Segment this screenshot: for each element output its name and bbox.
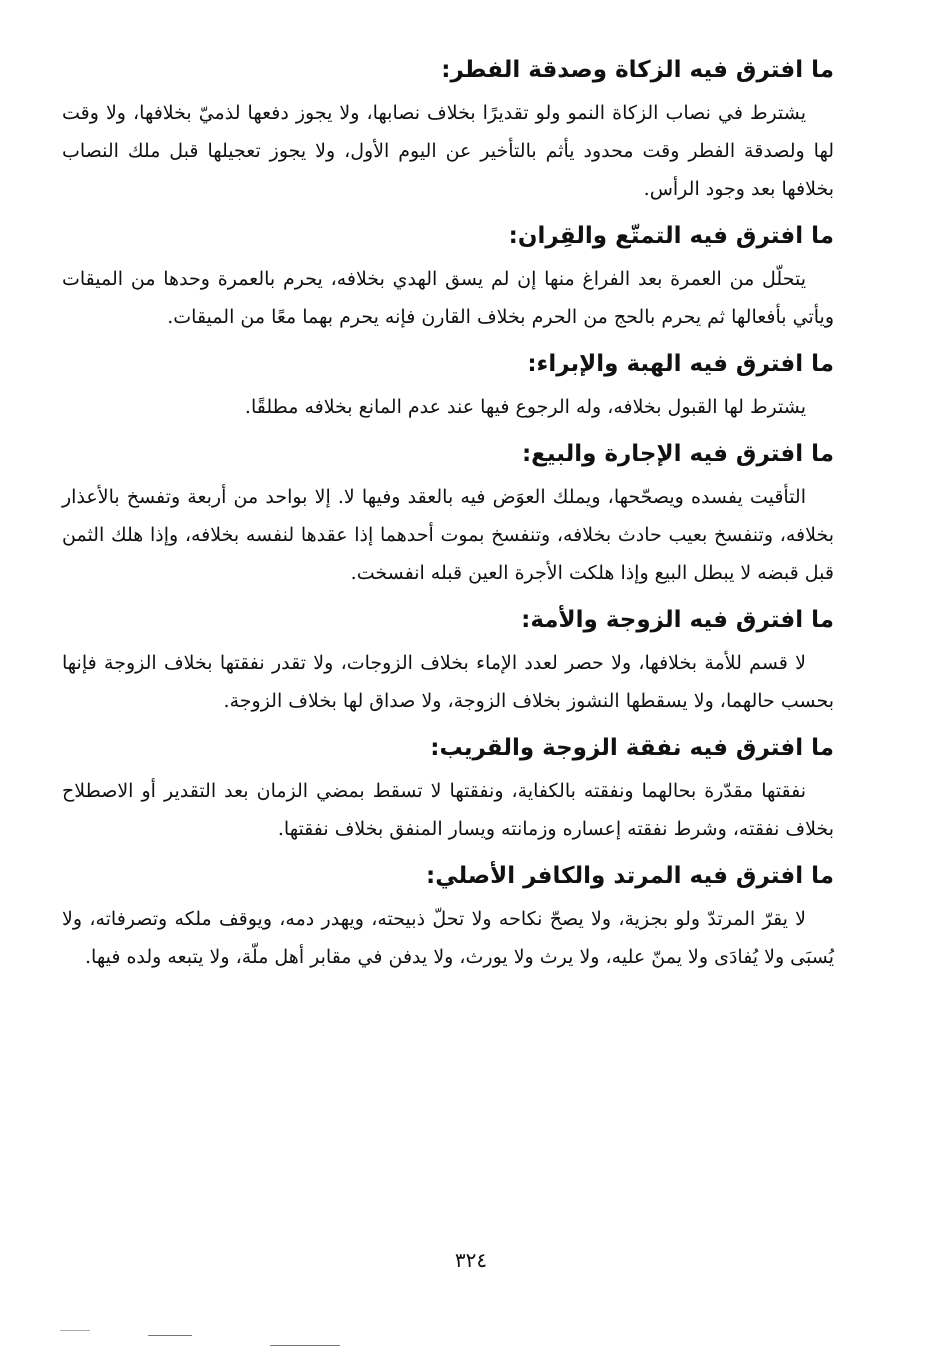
section-body: لا يقرّ المرتدّ ولو بجزية، ولا يصحّ نكاحه ولا تحلّ ذبيحته، ويهدر دمه، ويوقف ملكه وتصرفاته، ولا يُسبَى ولا يُفادَى ولا يمنّ عليه، ولا يرث ولا يورث، ولا يدفن في مقابر أهل ملّة، ولا يتبعه ولده فيها. (62, 908, 834, 968)
section-nafaqa (62, 728, 834, 848)
page-number: ٣٢٤ (454, 1248, 488, 1272)
section-heading: ما افترق فيه الهبة والإبراء: (527, 351, 834, 377)
section-heading: ما افترق فيه نفقة الزوجة والقريب: (430, 735, 834, 761)
section-body: نفقتها مقدّرة بحالهما ونفقته بالكفاية، ونفقتها لا تسقط بمضي الزمان بعد التقدير أو الاصطلاح بخلاف نفقته، وشرط نفقته إعساره وزمانته ويسار المنفق بخلاف نفقتها. (62, 780, 834, 840)
section-hiba-ibra (62, 344, 834, 426)
book-page (62, 50, 834, 984)
section-body: لا قسم للأمة بخلافها، ولا حصر لعدد الإماء بخلاف الزوجات، ولا تقدر نفقتها بخلاف الزوجة فإنها بحسب حالهما، ولا يسقطها النشوز بخلاف الزوجة، ولا صداق لها بخلاف الزوجة. (62, 652, 834, 712)
section-body: يشترط في نصاب الزكاة النمو ولو تقديرًا بخلاف نصابها، ولا يجوز دفعها لذميّ بخلافها، ولا وقت لها ولصدقة الفطر وقت محدود يأثم بالتأخير عن اليوم الأول، ولا يجوز تعجيلها قبل ملك النصاب بخلافها بعد وجود الرأس. (62, 102, 834, 200)
section-body: يشترط لها القبول بخلافه، وله الرجوع فيها عند عدم المانع بخلافه مطلقًا. (244, 396, 806, 418)
section-heading: ما افترق فيه المرتد والكافر الأصلي: (426, 863, 834, 889)
scan-artifact-line (60, 1330, 90, 1331)
section-murtad-kafir (62, 856, 834, 976)
section-ijara-bay (62, 434, 834, 592)
section-body: التأقيت يفسده ويصحّحها، ويملك العوَض فيه بالعقد وفيها لا. إلا بواحد من أربعة وتفسخ بالأعذار بخلافه، وتنفسخ بعيب حادث بخلافه، وتنفسخ بموت أحدهما إذا عقدها لنفسه بخلافه، وإذا هلك الثمن قبل قبضه لا يبطل البيع وإذا هلكت الأجرة العين قبله انفسخت. (62, 486, 834, 584)
section-heading: ما افترق فيه الزكاة وصدقة الفطر: (441, 57, 834, 83)
section-zakat-fitr (62, 50, 834, 208)
section-heading: ما افترق فيه الزوجة والأمة: (521, 607, 834, 633)
section-body: يتحلّل من العمرة بعد الفراغ منها إن لم يسق الهدي بخلافه، يحرم بالعمرة وحدها من الميقات ويأتي بأفعالها ثم يحرم بالحج من الحرم بخلاف القارن فإنه يحرم بهما معًا من الميقات. (62, 268, 834, 328)
scan-artifact-line (148, 1335, 192, 1336)
section-zawja-ama (62, 600, 834, 720)
section-heading: ما افترق فيه الإجارة والبيع: (521, 441, 834, 467)
section-tamattu-qiran (62, 216, 834, 336)
section-heading: ما افترق فيه التمتّع والقِران: (508, 223, 834, 249)
scan-artifact-line (270, 1345, 340, 1346)
